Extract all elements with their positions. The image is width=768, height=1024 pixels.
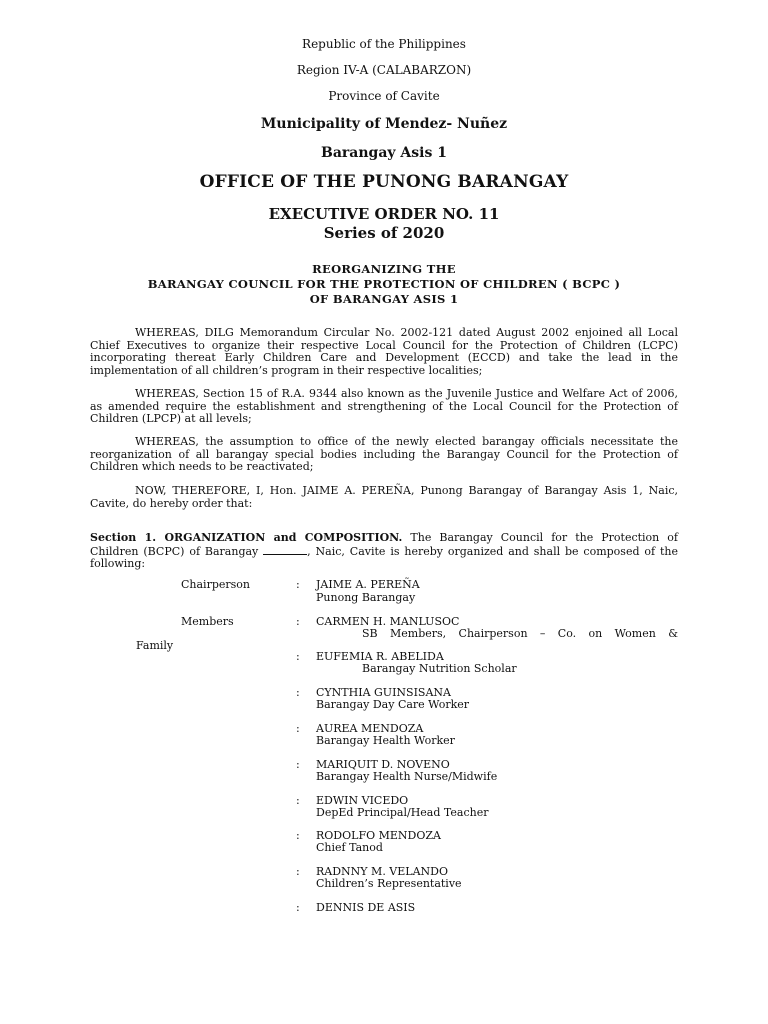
member-role: SB Members, Chairperson – Co. on Women & xyxy=(362,627,678,640)
colon: : xyxy=(296,615,300,628)
header-province: Province of Cavite xyxy=(328,89,440,103)
member-name: AUREA MENDOZA xyxy=(316,722,424,735)
chairperson-label: Chairperson xyxy=(181,578,250,591)
colon: : xyxy=(296,722,300,735)
member-role-continued: Family xyxy=(136,639,174,652)
member-name: CYNTHIA GUINSISANA xyxy=(316,686,451,699)
member-role: DepEd Principal/Head Teacher xyxy=(316,806,489,819)
colon: : xyxy=(296,794,300,807)
colon: : xyxy=(296,901,300,914)
member-name: MARIQUIT D. NOVENO xyxy=(316,758,450,771)
section-1-paragraph xyxy=(90,532,678,571)
member-name: EDWIN VICEDO xyxy=(316,794,409,807)
subject-line-2: BARANGAY COUNCIL FOR THE PROTECTION OF CHILDREN ( BCPC ) xyxy=(147,277,621,291)
header-barangay: Barangay Asis 1 xyxy=(321,145,447,161)
member-name: RODOLFO MENDOZA xyxy=(316,829,441,842)
whereas-paragraph-3: WHEREAS, the assumption to office of the newly elected barangay officials necessitate the reorganization of all barangay special bodies including the Barangay Council for the Protection of Children which needs to be reactivated; xyxy=(90,435,678,474)
colon: : xyxy=(296,758,300,771)
member-name: EUFEMIA R. ABELIDA xyxy=(316,650,444,663)
header-office: OFFICE OF THE PUNONG BARANGAY xyxy=(199,172,569,192)
member-role: Children’s Representative xyxy=(316,877,462,890)
chairperson-name: JAIME A. PEREÑA xyxy=(316,578,420,591)
members-label: Members xyxy=(181,615,234,628)
section-1-text-after: , Naic, Cavite is hereby organized and shall be composed of the following: xyxy=(90,544,678,571)
colon: : xyxy=(296,650,300,663)
header-region: Region IV-A (CALABARZON) xyxy=(296,63,472,77)
chairperson-role: Punong Barangay xyxy=(316,591,416,604)
subject-line-1: REORGANIZING THE xyxy=(312,262,456,276)
member-role: Chief Tanod xyxy=(316,841,383,854)
barangay-blank-line xyxy=(263,545,307,555)
member-role: Barangay Day Care Worker xyxy=(316,698,470,711)
colon: : xyxy=(296,865,300,878)
order-number: EXECUTIVE ORDER NO. 11 xyxy=(268,205,500,223)
header-republic: Republic of the Philippines xyxy=(302,37,466,51)
colon: : xyxy=(296,686,300,699)
now-therefore-paragraph: NOW, THEREFORE, I, Hon. JAIME A. PEREÑA, Punong Barangay of Barangay Asis 1, Naic, Cavite, do hereby order that: xyxy=(90,484,678,510)
member-name: RADNNY M. VELANDO xyxy=(316,865,448,878)
member-name: DENNIS DE ASIS xyxy=(316,901,416,914)
whereas-paragraph-2: WHEREAS, Section 15 of R.A. 9344 also known as the Juvenile Justice and Welfare Act of 2006, as amended require the establishment and strengthening of the Local Council for the Protection of Children (LPCP) at all levels; xyxy=(90,387,678,426)
header-municipality: Municipality of Mendez- Nuñez xyxy=(260,116,508,132)
subject-line-3: OF BARANGAY ASIS 1 xyxy=(309,292,459,306)
member-role: Barangay Health Worker xyxy=(316,734,455,747)
member-role: Barangay Nutrition Scholar xyxy=(362,662,517,675)
section-1-text-before: The Barangay Council for the Protection of Children (BCPC) of Barangay xyxy=(90,531,678,558)
member-role: Barangay Health Nurse/Midwife xyxy=(316,770,498,783)
colon: : xyxy=(296,578,300,591)
whereas-paragraph-1: WHEREAS, DILG Memorandum Circular No. 2002-121 dated August 2002 enjoined all Local Chief Executives to organize their respective Local Council for the Protection of Children (LCPC) incorporating thereat Early Children Care and Development (ECCD) and take the lead in the implementation of all children’s program in their respective localities; xyxy=(90,326,678,377)
colon: : xyxy=(296,829,300,842)
order-series: Series of 2020 xyxy=(323,224,445,242)
section-1-heading: Section 1. ORGANIZATION and COMPOSITION. xyxy=(90,531,403,544)
member-name: CARMEN H. MANLUSOC xyxy=(316,615,460,628)
